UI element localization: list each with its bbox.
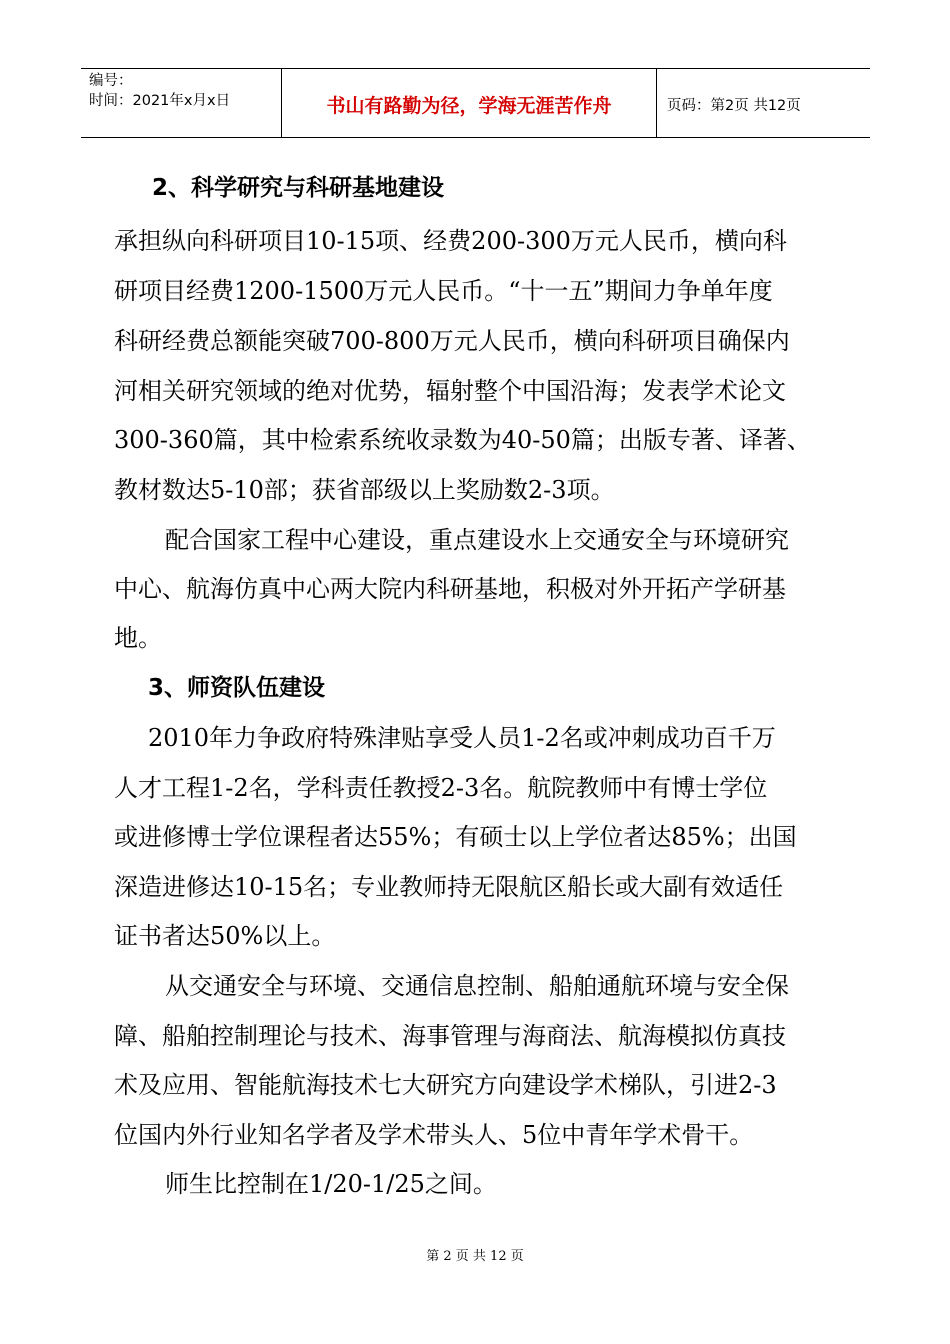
paragraph-line: 从交通安全与环境、交通信息控制、船舶通航环境与安全保 [165, 972, 789, 1000]
paragraph-line: 承担纵向科研项目10-15项、经费200-300万元人民币，横向科 [114, 227, 787, 255]
paragraph-line: 2010年力争政府特殊津贴享受人员1-2名或冲刺成功百千万 [148, 724, 776, 752]
section-heading: 2、科学研究与科研基地建设 [152, 175, 445, 201]
paragraph-line: 障、船舶控制理论与技术、海事管理与海商法、航海模拟仿真技 [114, 1022, 786, 1050]
paragraph-line: 地。 [114, 624, 162, 652]
paragraph-line: 配合国家工程中心建设，重点建设水上交通安全与环境研究 [165, 526, 789, 554]
paragraph-line: 河相关研究领域的绝对优势，辐射整个中国沿海；发表学术论文 [114, 377, 786, 405]
paragraph-line: 证书者达50%以上。 [114, 922, 336, 950]
section-heading: 3、师资队伍建设 [148, 675, 326, 701]
document-code: 编号： [89, 73, 133, 89]
paragraph-line: 师生比控制在1/20-1/25之间。 [165, 1170, 497, 1198]
paragraph-line: 教材数达5-10部；获省部级以上奖励数2-3项。 [114, 476, 615, 504]
paragraph-line: 研项目经费1200-1500万元人民币。“十一五”期间力争单年度 [114, 277, 773, 305]
header-meta [81, 69, 282, 137]
paragraph-line: 或进修博士学位课程者达55%；有硕士以上学位者达85%；出国 [114, 823, 797, 851]
paragraph-line: 科研经费总额能突破700-800万元人民币，横向科研项目确保内 [114, 327, 790, 355]
paragraph-line: 中心、航海仿真中心两大院内科研基地，积极对外开拓产学研基 [114, 575, 786, 603]
paragraph-line: 深造进修达10-15名；专业教师持无限航区船长或大副有效适任 [114, 873, 784, 901]
paragraph-line: 300-360篇，其中检索系统收录数为40-50篇；出版专著、译著、 [114, 426, 811, 454]
paragraph-line: 术及应用、智能航海技术七大研究方向建设学术梯队，引进2-3 [114, 1071, 777, 1099]
paragraph-line: 位国内外行业知名学者及学术带头人、5位中青年学术骨干。 [114, 1121, 754, 1149]
page-footer: 第 2 页 共 12 页 [426, 1249, 524, 1264]
header-motto: 书山有路勤为径，学海无涯苦作舟 [282, 69, 657, 137]
paragraph-line: 人才工程1-2名，学科责任教授2-3名。航院教师中有博士学位 [114, 774, 768, 802]
header-page-info: 页码：第2页 共12页 [667, 97, 801, 114]
document-date: 时间：2021年x月x日 [89, 93, 231, 109]
header-table [81, 68, 870, 138]
